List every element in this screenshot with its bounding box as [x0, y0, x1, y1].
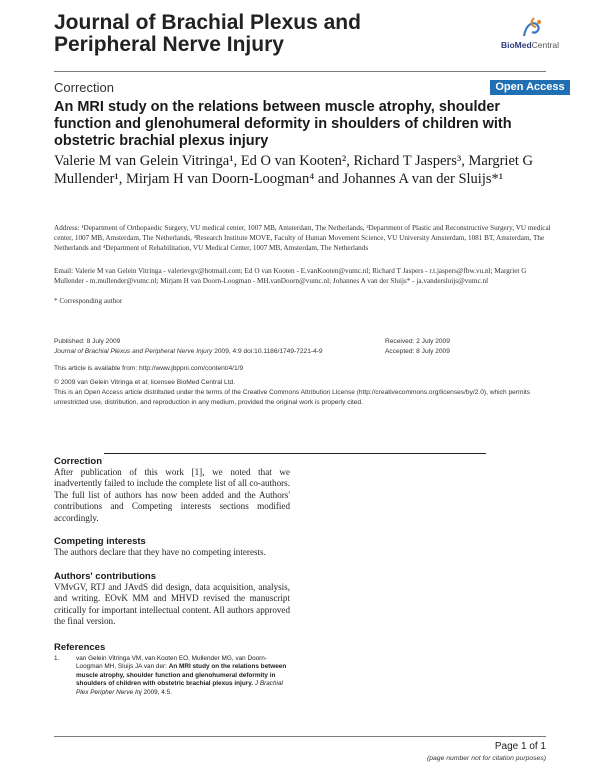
authors-contributions-heading: Authors' contributions: [54, 571, 156, 582]
copyright-line: © 2009 van Gelein Vitringa et al; licensee BioMed Central Ltd.: [54, 379, 236, 386]
biomed-central-logo: [494, 16, 566, 56]
logo-text-bio: Bio: [500, 40, 515, 50]
author-list: Valerie M van Gelein Vitringa¹, Ed O van Kooten², Richard T Jaspers³, Margriet G Mullender¹, Mirjam H van Doorn-Loogman⁴ and Johannes A van der Sluijs*¹: [54, 153, 534, 187]
header-divider: [54, 71, 546, 72]
license-text: This is an Open Access article distributed under the terms of the Creative Commons Attribution License (http://creativecommons.org/licenses/by/2.0), which permits unrestricted use, distribution, and reproduction in any medium, provided the original work is properly cited.: [54, 389, 531, 406]
logo-mark-icon: [494, 16, 566, 40]
correction-heading: Correction: [54, 456, 103, 467]
footer-divider: [54, 736, 546, 737]
reference-authors: van Gelein Vitringa VM, van Kooten EO, Mullender MG, van Doorn-Loogman MH, Sluijs JA van der:: [76, 655, 267, 671]
reference-item: [76, 655, 290, 697]
competing-interests-heading: Competing interests: [54, 536, 146, 547]
journal-title: [54, 12, 454, 56]
article-title: An MRI study on the relations between muscle atrophy, shoulder function and glenohumeral deformity in shoulders of children with obstetric brachial plexus injury: [54, 99, 512, 149]
citation-journal: Journal of Brachial Plexus and Peripheral Nerve Injury: [54, 348, 213, 355]
competing-interests-text: The authors declare that they have no competing interests.: [54, 547, 266, 557]
logo-text-central: Central: [531, 40, 560, 50]
references-heading: References: [54, 642, 106, 653]
citation-details: 2009, 4:9 doi:10.1186/1749-7221-4-9: [214, 348, 323, 355]
logo-text: [494, 40, 566, 50]
article-url[interactable]: This article is available from: http://www.jbppni.com/content/4/1/9: [54, 365, 244, 372]
article-type: Correction: [54, 80, 114, 95]
authors-contributions-text: VMvGV, RTJ and JAvdS did design, data acquisition, analysis, and writing. EOvK MM and MHVD revised the manuscript critically for important intellectual content. All authors approved the final version.: [54, 582, 290, 627]
publication-dates: [385, 337, 545, 357]
author-addresses: Address: ¹Department of Orthopaedic Surgery, VU medical center, 1007 MB, Amsterdam, The Netherlands, ²Department of Plastic and Reconstructive Surgery, VU medical center, 1007 MB, Amsterdam, The Netherlands, ³Research Institute MOVE, Faculty of Human Movement Science, VU University Amsterdam, 1081 BT, Amsterdam, The Netherlands and ⁴Department of Rehabilitation, VU Medical Center, 1007 MB, Amsterdam, The Netherlands: [54, 224, 551, 252]
accepted-date: Accepted: 8 July 2009: [385, 348, 450, 355]
page-count: Page 1 of 1: [494, 741, 546, 752]
reference-year: 2009, 4:5.: [143, 688, 172, 696]
correction-text: After publication of this work [1], we noted that we inadvertently failed to include the complete list of all co-authors. The full list of authors has now been added and the Authors' contributions and Competing interests sections modified accordingly.: [54, 467, 290, 523]
citation: [54, 347, 384, 357]
author-emails: Email: Valerie M van Gelein Vitringa - valerievgv@hotmail.com; Ed O van Kooten - E.vanKooten@vumc.nl; Richard T Jaspers - r.t.jaspers@fbw.vu.nl; Margriet G Mullender - m.mullender@vumc.nl; Mirjam H van Doorn-Loogman - MH.vanDoorn@vumc.nl; Johannes A van der Sluijs* - ja.vandersluijs@vumc.nl: [54, 267, 527, 285]
journal-title-line1: Journal of Brachial Plexus and: [54, 11, 361, 34]
corresponding-author-note: * Corresponding author: [54, 297, 123, 305]
open-access-badge: Open Access: [490, 80, 570, 95]
logo-text-med: Med: [514, 40, 532, 50]
reference-number: 1.: [54, 655, 60, 662]
reference-journal: J Brachial Plex Peripher Nerve Inj: [76, 680, 283, 696]
body-divider: [104, 453, 486, 454]
reference-title: An MRI study on the relations between muscle atrophy, shoulder function and glenohumeral deformity in shoulders of children with obstetric brachial plexus injury.: [76, 663, 287, 688]
received-date: Received: 2 July 2009: [385, 338, 450, 345]
page-note: (page number not for citation purposes): [426, 755, 546, 762]
license-block: [54, 378, 554, 408]
journal-title-line2: Peripheral Nerve Injury: [54, 33, 284, 56]
publication-info: [54, 337, 384, 357]
published-date: Published: 8 July 2009: [54, 338, 121, 345]
